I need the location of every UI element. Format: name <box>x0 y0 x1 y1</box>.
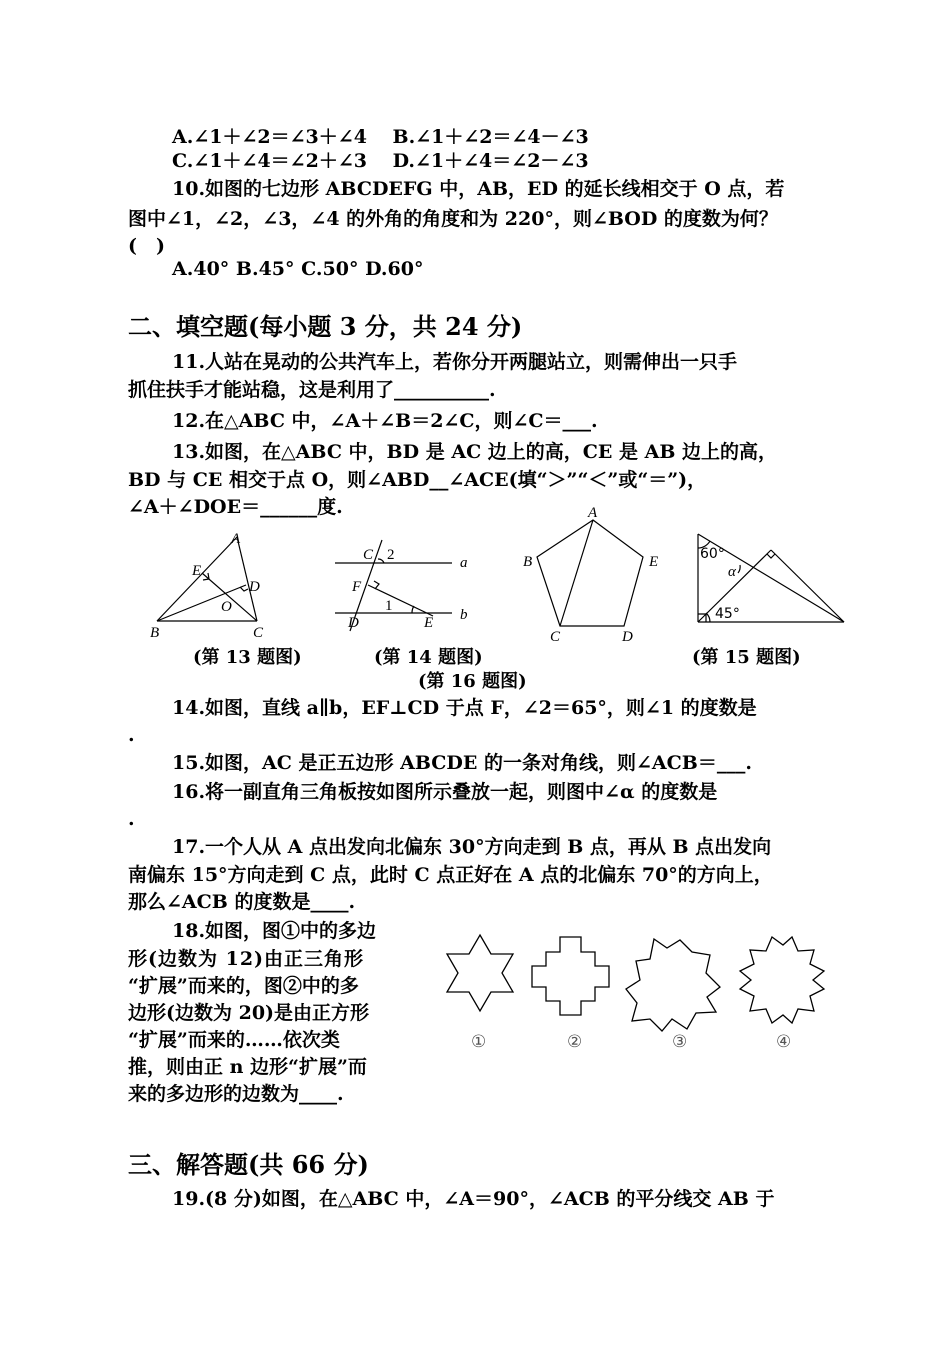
q12-line1: 12.在△ABC 中，∠A＋∠B＝2∠C，则∠C＝___. <box>172 410 598 432</box>
q13-line1: 13.如图，在△ABC 中，BD 是 AC 边上的高，CE 是 AB 边上的高， <box>172 441 778 463</box>
fig14-label-e: E <box>424 615 434 631</box>
figure-18-polygons <box>432 925 842 1055</box>
q13-line3: ∠A＋∠DOE＝______度. <box>128 496 343 518</box>
caption-figure-16: (第 16 题图) <box>418 671 527 692</box>
q18-line4: 边形(边数为 20)是由正方形 <box>128 1002 370 1024</box>
shape-label-4: ④ <box>776 1032 792 1052</box>
q18-line3: “扩展”而来的，图②中的多 <box>128 975 359 997</box>
shape-2-cross <box>532 937 609 1015</box>
q15-line1: 15.如图，AC 是正五边形 ABCDE 的一条对角线，则∠ACB＝___. <box>172 752 752 774</box>
q18-line1: 18.如图，图①中的多边 <box>172 920 377 942</box>
fig15-label-b: B <box>523 554 533 570</box>
q18-line5: “扩展”而来的……依次类 <box>128 1029 340 1051</box>
fig14-label-b: b <box>460 607 468 623</box>
caption-figure-15: (第 15 题图) <box>692 647 801 668</box>
fig16-label-60: 60° <box>700 546 725 562</box>
fig14-label-f: F <box>352 579 362 595</box>
q11-line1: 11.人站在晃动的公共汽车上，若你分开两腿站立，则需伸出一只手 <box>172 351 738 373</box>
q17-line2: 南偏东 15°方向走到 C 点，此时 C 点正好在 A 点的北偏东 70°的方向上， <box>128 864 773 886</box>
q14-line2: . <box>128 724 135 746</box>
figure-15 <box>515 500 670 645</box>
fig13-label-c: C <box>253 625 264 641</box>
fig14-label-d: D <box>348 615 359 631</box>
q9-options-cd: C.∠1＋∠4＝∠2＋∠3 D.∠1＋∠4＝∠2－∠3 <box>172 150 589 172</box>
q18-line2: 形(边数为 12)由正三角形 <box>128 948 365 970</box>
shape-label-2: ② <box>567 1032 583 1052</box>
fig15-label-a: A <box>588 505 598 521</box>
q10-options: A.40° B.45° C.50° D.60° <box>172 258 424 280</box>
q10-line3: ( ) <box>128 235 165 257</box>
fig14-label-a: a <box>460 555 468 571</box>
figure-13 <box>145 525 275 643</box>
q10-line1: 10.如图的七边形 ABCDEFG 中，AB，ED 的延长线相交于 O 点，若 <box>172 178 785 200</box>
fig16-label-45: 45° <box>715 606 740 622</box>
fig13-label-e: E <box>192 563 202 579</box>
q11-line2: 抓住扶手才能站稳，这是利用了__________. <box>128 379 496 401</box>
fig15-label-c: C <box>550 629 561 645</box>
fig13-label-o: O <box>221 599 232 615</box>
q17-line3: 那么∠ACB 的度数是____. <box>128 891 356 913</box>
figure-16 <box>690 528 850 628</box>
q16-line1: 16.将一副直角三角板按如图所示叠放一起，则图中∠α 的度数是 <box>172 781 718 803</box>
shape-label-1: ① <box>471 1032 487 1052</box>
section2-heading: 二、填空题(每小题 3 分，共 24 分) <box>128 312 523 341</box>
fig15-label-e: E <box>649 554 659 570</box>
figure-14 <box>330 535 475 635</box>
q17-line1: 17.一个人从 A 点出发向北偏东 30°方向走到 B 点，再从 B 点出发向 <box>172 836 772 858</box>
q13-line2: BD 与 CE 相交于点 O，则∠ABD__∠ACE(填“＞”“＜”或“＝”)， <box>128 469 707 491</box>
fig14-label-1: 1 <box>385 598 393 614</box>
fig16-label-alpha: α <box>728 564 736 580</box>
caption-figure-13: (第 13 题图) <box>193 647 302 668</box>
q16-line2: . <box>128 808 135 830</box>
fig15-label-d: D <box>622 629 633 645</box>
shape-3-pentagram <box>626 939 720 1031</box>
fig13-label-b: B <box>150 625 160 641</box>
section3-heading: 三、解答题(共 66 分) <box>128 1150 369 1179</box>
caption-figure-14: (第 14 题图) <box>374 647 483 668</box>
q9-options-ab: A.∠1＋∠2＝∠3＋∠4 B.∠1＋∠2＝∠4－∠3 <box>172 126 589 148</box>
q18-line7: 来的多边形的边数为____. <box>128 1083 344 1105</box>
fig13-label-d: D <box>249 579 260 595</box>
q18-line6: 推，则由正 n 边形“扩展”而 <box>128 1056 367 1078</box>
fig14-label-c: C <box>363 547 374 563</box>
q19-line1: 19.(8 分)如图，在△ABC 中，∠A＝90°，∠ACB 的平分线交 AB 于 <box>172 1188 775 1210</box>
shape-label-3: ③ <box>672 1032 688 1052</box>
shape-4-snowflake <box>740 937 824 1023</box>
q14-line1: 14.如图，直线 a∥b，EF⊥CD 于点 F，∠2＝65°，则∠1 的度数是 <box>172 697 757 719</box>
fig14-label-2: 2 <box>387 547 395 563</box>
fig13-label-a: A <box>231 531 241 547</box>
shape-1-hexagram <box>447 935 513 1011</box>
q10-line2: 图中∠1，∠2，∠3，∠4 的外角的角度和为 220°，则∠BOD 的度数为何？ <box>128 208 778 230</box>
